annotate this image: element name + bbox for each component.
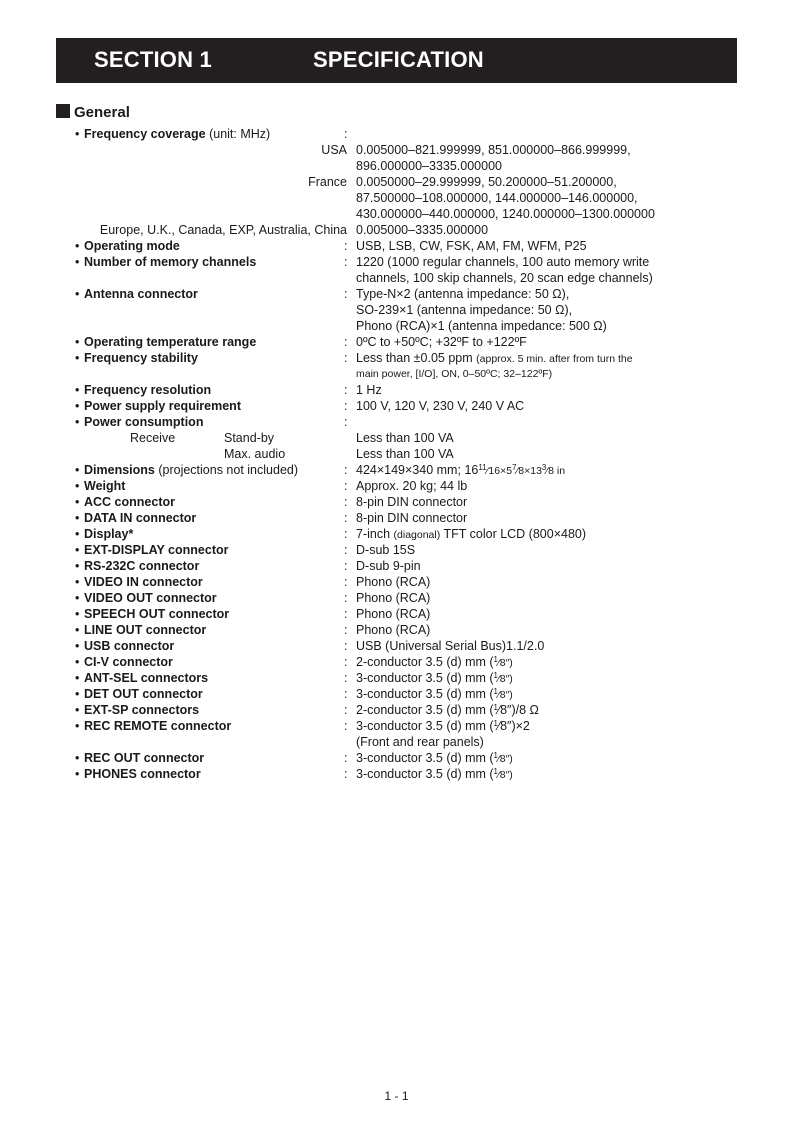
spec-row-ci-v: • CI-V connector : 2-conductor 3.5 (d) mm ($^1$⁄8″) — [75, 655, 513, 669]
spec-row-data-in: • DATA IN connector : 8-pin DIN connector — [75, 511, 468, 525]
spec-value: D-sub 9-pin — [356, 559, 421, 573]
spec-label: Frequency resolution — [84, 383, 212, 397]
spec-row-frequency-resolution: • Frequency resolution : 1 Hz — [75, 383, 382, 397]
spec-value: 430.000000–440.000000, 1240.000000–1300.000000 — [356, 207, 655, 221]
region-label: USA — [321, 143, 347, 157]
spec-row-frequency-stability: • Frequency stability : Less than ±0.05 ppm (approx. 5 min. after from turn the — [75, 351, 633, 365]
spec-value: 87.500000–108.000000, 144.000000–146.000000, — [356, 191, 638, 205]
fraction-part: ⁄8″) — [498, 673, 513, 685]
spec-value: 8-pin DIN connector — [356, 511, 468, 525]
spec-row-frequency-stability-cont — [0, 366, 793, 382]
spec-label: Weight — [84, 479, 126, 493]
region-label: France — [308, 175, 347, 189]
spec-value: 896.000000–3335.000000 — [356, 159, 502, 173]
spec-value: 3-conductor 3.5 (d) mm ( — [356, 719, 494, 733]
spec-value: 1 Hz — [356, 383, 382, 397]
spec-row-memory-channels: • Number of memory channels : 1220 (1000 regular channels, 100 auto memory write — [75, 255, 650, 269]
fraction-part: 1 — [493, 751, 498, 760]
spec-row-rec-out: • REC OUT connector : 3-conductor 3.5 (d) mm ($^1$⁄8″) — [75, 751, 513, 765]
spec-row-antenna-cont — [0, 318, 793, 334]
fraction-part: ⁄8″) — [498, 689, 513, 701]
spec-row-video-in: • VIDEO IN connector : Phono (RCA) — [75, 575, 431, 589]
fraction-part: ⁄16×5 — [486, 465, 513, 477]
spec-label: Number of memory channels — [84, 255, 257, 269]
spec-value: 3-conductor 3.5 (d) mm ( — [356, 671, 494, 685]
spec-value: 1220 (1000 regular channels, 100 auto memory write — [356, 255, 650, 269]
spec-value: 3-conductor 3.5 (d) mm ( — [356, 767, 494, 781]
spec-row-france-cont — [0, 190, 793, 206]
spec-label: ACC connector — [84, 495, 175, 509]
spec-value: USB (Universal Serial Bus)1.1/2.0 — [356, 639, 545, 653]
spec-row-antenna-connector: • Antenna connector : Type-N×2 (antenna impedance: 50 Ω), — [75, 287, 570, 301]
spec-value: 100 V, 120 V, 230 V, 240 V AC — [356, 399, 525, 413]
spec-row-acc: • ACC connector : 8-pin DIN connector — [75, 495, 468, 509]
spec-value: Approx. 20 kg; 44 lb — [356, 479, 468, 493]
spec-label: Operating mode — [84, 239, 180, 253]
spec-value: D-sub 15S — [356, 543, 416, 557]
spec-row-det-out: • DET OUT connector : 3-conductor 3.5 (d) mm ($^1$⁄8″) — [75, 687, 513, 701]
spec-value: Phono (RCA)×1 (antenna impedance: 500 Ω) — [356, 319, 607, 333]
spec-row-operating-mode: • Operating mode : USB, LSB, CW, FSK, AM, FM, WFM, P25 — [75, 239, 587, 253]
spec-label: ANT-SEL connectors — [84, 671, 209, 685]
fraction-part: 1 — [493, 655, 498, 664]
spec-row-max-audio — [0, 446, 793, 462]
spec-row-power-consumption: • Power consumption : — [75, 415, 348, 429]
sub-label: Receive — [130, 431, 176, 445]
fraction-part: ⁄8″) — [498, 753, 513, 765]
spec-note: (unit: MHz) — [209, 127, 271, 141]
spec-row-memory-channels-cont — [0, 270, 793, 286]
region-label: Europe, U.K., Canada, EXP, Australia, China — [99, 223, 347, 237]
spec-value-note: (diagonal) — [393, 529, 441, 541]
spec-row-ext-sp: • EXT-SP connectors : 2-conductor 3.5 (d) mm ($^1$⁄8″)/8 Ω — [75, 703, 539, 717]
spec-value: 0.005000–3335.000000 — [356, 223, 489, 237]
spec-row-usb: • USB connector : USB (Universal Serial Bus)1.1/2.0 — [75, 639, 545, 653]
spec-label: VIDEO IN connector — [84, 575, 203, 589]
spec-row-ant-sel: • ANT-SEL connectors : 3-conductor 3.5 (d) mm ($^1$⁄8″) — [75, 671, 513, 685]
spec-row-rec-remote: • REC REMOTE connector : 3-conductor 3.5 (d) mm ($^1$⁄8″)×2 — [75, 719, 530, 733]
general-heading — [56, 104, 130, 122]
spec-value: 0.0050000–29.999999, 50.200000–51.200000, — [356, 175, 617, 189]
spec-value: 424×149×340 mm; — [356, 463, 461, 477]
spec-value: Phono (RCA) — [356, 575, 431, 589]
spec-label: Operating temperature range — [84, 335, 257, 349]
general-heading-text: General — [74, 104, 130, 121]
spec-label: Antenna connector — [84, 287, 198, 301]
spec-list — [0, 126, 793, 782]
spec-row-france — [0, 174, 793, 190]
spec-label: SPEECH OUT connector — [84, 607, 230, 621]
spec-label: DET OUT connector — [84, 687, 203, 701]
spec-row-display: • Display* : 7-inch (diagonal) TFT color LCD (800×480) — [75, 527, 587, 541]
spec-value: Phono (RCA) — [356, 591, 431, 605]
spec-value: Less than ±0.05 ppm — [356, 351, 473, 365]
heading-square-icon — [56, 104, 70, 118]
fraction-part: 7 — [512, 463, 517, 472]
spec-label: Frequency stability — [84, 351, 198, 365]
spec-label: Display* — [84, 527, 134, 541]
spec-value: Phono (RCA) — [356, 607, 431, 621]
section-number: SECTION 1 — [94, 47, 212, 72]
spec-row-power-supply: • Power supply requirement : 100 V, 120 V, 230 V, 240 V AC — [75, 399, 525, 413]
spec-row-france-cont — [0, 206, 793, 222]
spec-label: EXT-DISPLAY connector — [84, 543, 229, 557]
spec-row-dimensions: • Dimensions (projections not included) : 424×149×340 mm; $16^{11}⁄16\times 5^7⁄8\times 13^3⁄8$ in — [75, 463, 566, 477]
spec-value: TFT color LCD (800×480) — [443, 527, 587, 541]
spec-value: 3-conductor 3.5 (d) mm ( — [356, 687, 494, 701]
sub-label: Max. audio — [224, 447, 286, 461]
fraction-part: 1 — [493, 719, 498, 728]
fraction-part: 1 — [493, 703, 498, 712]
spec-label: VIDEO OUT connector — [84, 591, 217, 605]
fraction-part: 11 — [478, 463, 487, 472]
spec-label: RS-232C connector — [84, 559, 200, 573]
spec-row-video-out: • VIDEO OUT connector : Phono (RCA) — [75, 591, 431, 605]
spec-label: EXT-SP connectors — [84, 703, 200, 717]
fraction-part: 1 — [493, 767, 498, 776]
spec-label: Power consumption — [84, 415, 204, 429]
spec-row-operating-temperature: • Operating temperature range : 0ºC to +50ºC; +32ºF to +122ºF — [75, 335, 527, 349]
fraction-part: ⁄8 in — [546, 465, 566, 477]
spec-label: PHONES connector — [84, 767, 201, 781]
spec-value: 0ºC to +50ºC; +32ºF to +122ºF — [356, 335, 527, 349]
spec-value: 2-conductor 3.5 (d) mm ( — [356, 655, 494, 669]
spec-value: (Front and rear panels) — [356, 735, 484, 749]
fraction-part: ⁄8″)/8 Ω — [498, 703, 539, 717]
spec-row-speech-out: • SPEECH OUT connector : Phono (RCA) — [75, 607, 431, 621]
fraction-part: ⁄8″) — [498, 769, 513, 781]
fraction-part: ⁄8″)×2 — [498, 719, 530, 733]
spec-note: (projections not included) — [158, 463, 299, 477]
spec-row-europe — [0, 222, 793, 238]
fraction-part: 1 — [493, 671, 498, 680]
spec-label: DATA IN connector — [84, 511, 197, 525]
spec-value: 3-conductor 3.5 (d) mm ( — [356, 751, 494, 765]
spec-label: Frequency coverage — [84, 127, 206, 141]
spec-row-usa — [0, 142, 793, 158]
spec-row-antenna-cont — [0, 302, 793, 318]
spec-value-note: main power, [I/O], ON, 0–50ºC; 32–122ºF) — [356, 368, 553, 380]
sub-label: Stand-by — [224, 431, 275, 445]
spec-value: Less than 100 VA — [356, 431, 454, 445]
spec-value: Type-N×2 (antenna impedance: 50 Ω), — [356, 287, 570, 301]
spec-label: REC OUT connector — [84, 751, 205, 765]
fraction-part: ⁄8″) — [498, 657, 513, 669]
spec-label: CI-V connector — [84, 655, 173, 669]
spec-label: Dimensions — [84, 463, 155, 477]
spec-value: Less than 100 VA — [356, 447, 454, 461]
section-title: SPECIFICATION — [313, 47, 484, 72]
fraction-part: ⁄8×13 — [516, 465, 542, 477]
spec-label: Power supply requirement — [84, 399, 241, 413]
spec-value: channels, 100 skip channels, 20 scan edge channels) — [356, 271, 653, 285]
spec-label: LINE OUT connector — [84, 623, 207, 637]
spec-value: SO-239×1 (antenna impedance: 50 Ω), — [356, 303, 573, 317]
section-header-bar — [56, 38, 737, 83]
spec-value: 2-conductor 3.5 (d) mm ( — [356, 703, 494, 717]
fraction-part: 1 — [493, 687, 498, 696]
spec-label: REC REMOTE connector — [84, 719, 232, 733]
fraction-part: 3 — [541, 463, 547, 472]
spec-row-frequency-coverage: • Frequency coverage (unit: MHz) : — [75, 127, 348, 141]
spec-row-rec-remote-cont — [0, 734, 793, 750]
spec-value: Phono (RCA) — [356, 623, 431, 637]
spec-value: 7-inch — [356, 527, 391, 541]
spec-row-phones: • PHONES connector : 3-conductor 3.5 (d) mm ($^1$⁄8″) — [75, 767, 513, 781]
spec-row-rs232c: • RS-232C connector : D-sub 9-pin — [75, 559, 421, 573]
spec-value: USB, LSB, CW, FSK, AM, FM, WFM, P25 — [356, 239, 587, 253]
spec-row-standby — [0, 430, 793, 446]
spec-value: 8-pin DIN connector — [356, 495, 468, 509]
spec-row-weight: • Weight : Approx. 20 kg; 44 lb — [75, 479, 468, 493]
spec-row-ext-display: • EXT-DISPLAY connector : D-sub 15S — [75, 543, 416, 557]
fraction-part: 16 — [464, 463, 479, 477]
spec-value: 0.005000–821.999999, 851.000000–866.999999, — [356, 143, 631, 157]
spec-label: USB connector — [84, 639, 175, 653]
page-number: 1 - 1 — [384, 1089, 409, 1103]
spec-row-usa-cont — [0, 158, 793, 174]
spec-value-note: (approx. 5 min. after from turn the — [476, 353, 633, 365]
spec-row-line-out: • LINE OUT connector : Phono (RCA) — [75, 623, 431, 637]
